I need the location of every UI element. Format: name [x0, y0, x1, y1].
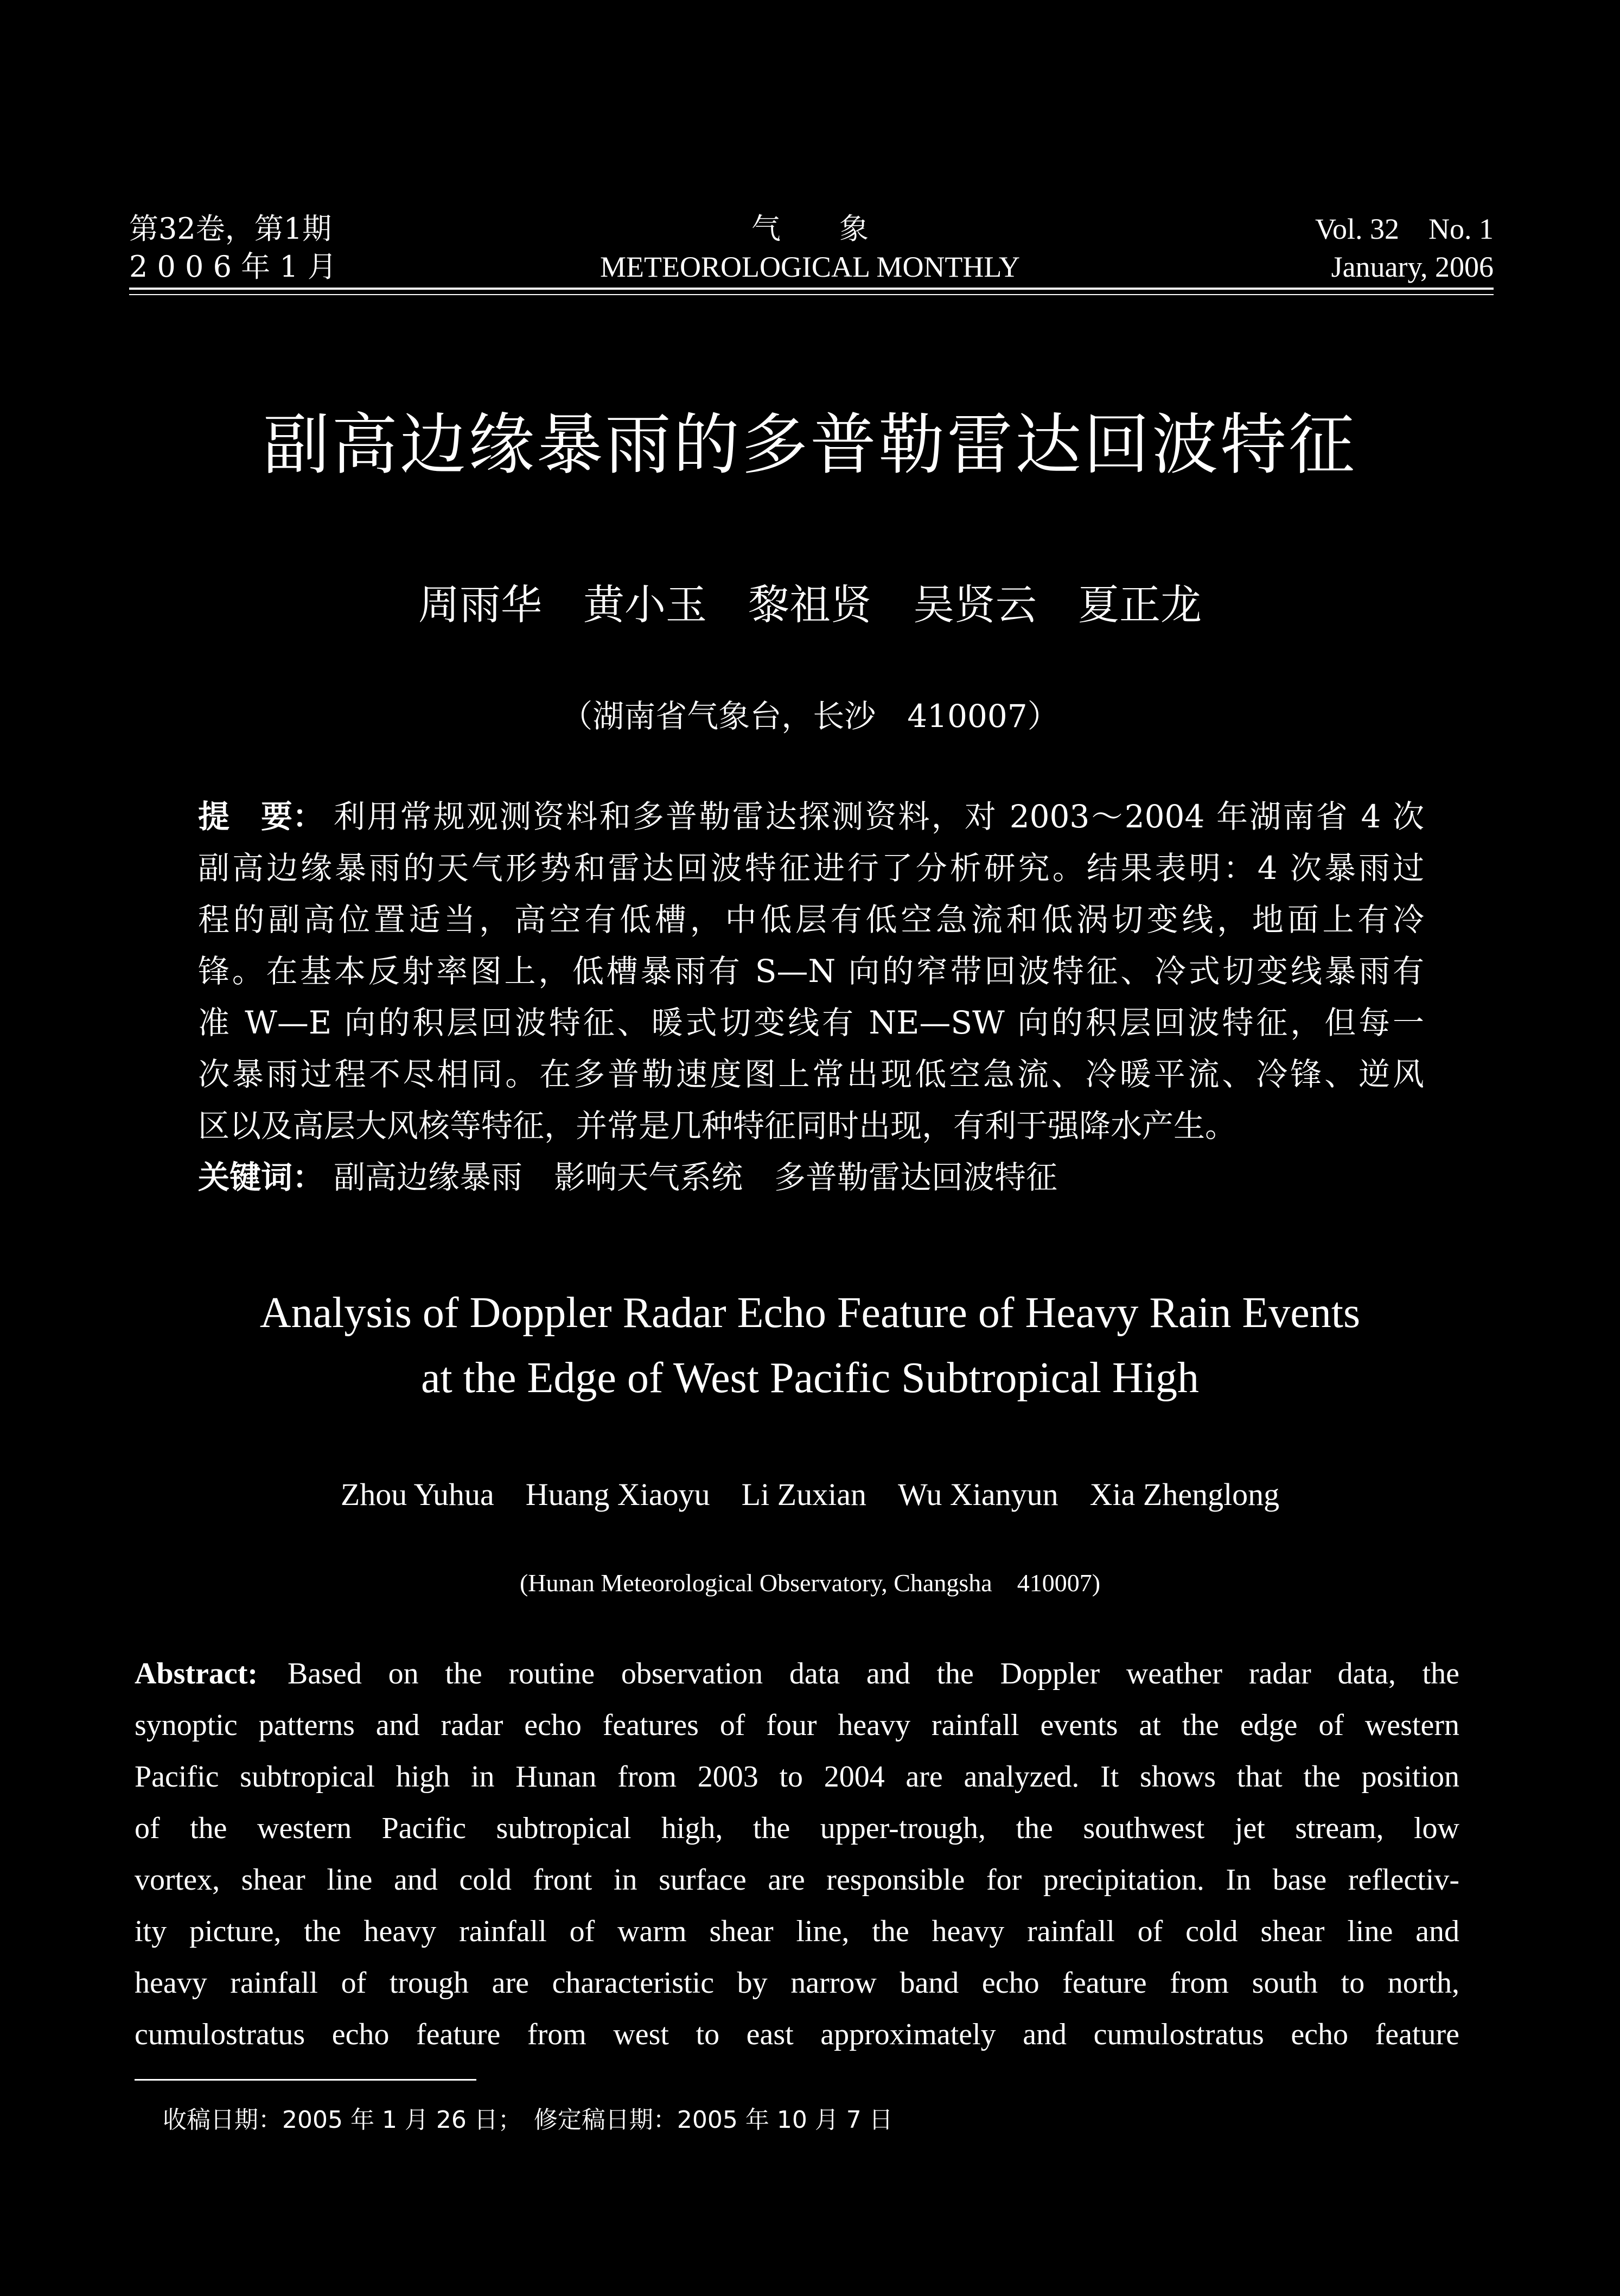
- keywords-cn-label: 关键词：: [198, 1159, 324, 1196]
- abstract-en-line: Based on the routine observation data and the Doppler weather radar data, the: [288, 1657, 1459, 1691]
- abstract-cn-line: 副高边缘暴雨的天气形势和雷达回波特征进行了分析研究。结果表明：4 次暴雨过: [198, 850, 1424, 886]
- abstract-cn-line: 程的副高位置适当，高空有低槽，中低层有低空急流和低涡切变线，地面上有冷: [198, 901, 1424, 938]
- abstract-cn-line: 准 W—E 向的积层回波特征、暖式切变线有 NE—SW 向的积层回波特征，但每一: [198, 1004, 1424, 1041]
- abstract-cn-line: 次暴雨过程不尽相同。在多普勒速度图上常出现低空急流、冷暖平流、冷锋、逆风: [198, 1056, 1424, 1093]
- abstract-cn-line: 区以及高层大风核等特征，并常是几种特征同时出现，有利于强降水产生。: [198, 1107, 1237, 1144]
- abstract-en-line: heavy rainfall of trough are characteristic by narrow band echo feature from south to north,: [135, 1966, 1459, 2000]
- footnote-rule: [135, 2079, 476, 2081]
- authors-cn: 周雨华 黄小玉 黎祖贤 吴贤云 夏正龙: [418, 581, 1202, 629]
- journal-volume-en: Vol. 32 No. 1: [1315, 213, 1494, 245]
- abstract-en-line: Pacific subtropical high in Hunan from 2003 to 2004 are analyzed. It shows that the position: [135, 1760, 1459, 1794]
- journal-name-cn: 气 象: [751, 212, 869, 246]
- abstract-cn-label: 提 要：: [198, 798, 324, 835]
- journal-date-cn: 2 0 0 6 年 1 月: [129, 250, 337, 284]
- header-rule-bottom: [129, 294, 1494, 295]
- affiliation-cn: （湖南省气象台，长沙 410007）: [561, 698, 1059, 735]
- abstract-en-line: vortex, shear line and cold front in surface are responsible for precipitation. In base reflectiv-: [135, 1863, 1459, 1897]
- abstract-en-label: Abstract:: [135, 1657, 258, 1691]
- journal-name-en: METEOROLOGICAL MONTHLY: [599, 251, 1020, 283]
- footnote: 收稿日期：2005 年 1 月 26 日； 修定稿日期：2005 年 10 月 7 日: [163, 2106, 893, 2134]
- authors-en: Zhou Yuhua Huang Xiaoyu Li Zuxian Wu Xianyun Xia Zhenglong: [340, 1477, 1280, 1512]
- abstract-cn-line: 锋。在基本反射率图上，低槽暴雨有 S—N 向的窄带回波特征、冷式切变线暴雨有: [198, 953, 1424, 990]
- abstract-cn-line: 利用常规观测资料和多普勒雷达探测资料，对 2003～2004 年湖南省 4 次: [334, 798, 1424, 835]
- header-rule-top: [129, 288, 1494, 290]
- journal-date-en: January, 2006: [1331, 251, 1494, 283]
- abstract-en-line: ity picture, the heavy rainfall of warm shear line, the heavy rainfall of cold shear line and: [135, 1915, 1459, 1948]
- keywords-cn-text: 副高边缘暴雨 影响天气系统 多普勒雷达回波特征: [334, 1159, 1058, 1196]
- affiliation-en: (Hunan Meteorological Observatory, Changsha 410007): [519, 1569, 1101, 1597]
- title-en-line: at the Edge of West Pacific Subtropical High: [421, 1354, 1199, 1402]
- journal-issue-cn: 第32卷，第1期: [129, 212, 332, 246]
- abstract-en-line: cumulostratus echo feature from west to east approximately and cumulostratus echo feature: [135, 2018, 1459, 2051]
- abstract-en-line: synoptic patterns and radar echo features of four heavy rainfall events at the edge of western: [135, 1708, 1459, 1742]
- title-en-line: Analysis of Doppler Radar Echo Feature of Heavy Rain Events: [259, 1289, 1361, 1337]
- abstract-en-line: of the western Pacific subtropical high, the upper-trough, the southwest jet stream, low: [135, 1812, 1459, 1845]
- title-cn: 副高边缘暴雨的多普勒雷达回波特征: [263, 406, 1357, 483]
